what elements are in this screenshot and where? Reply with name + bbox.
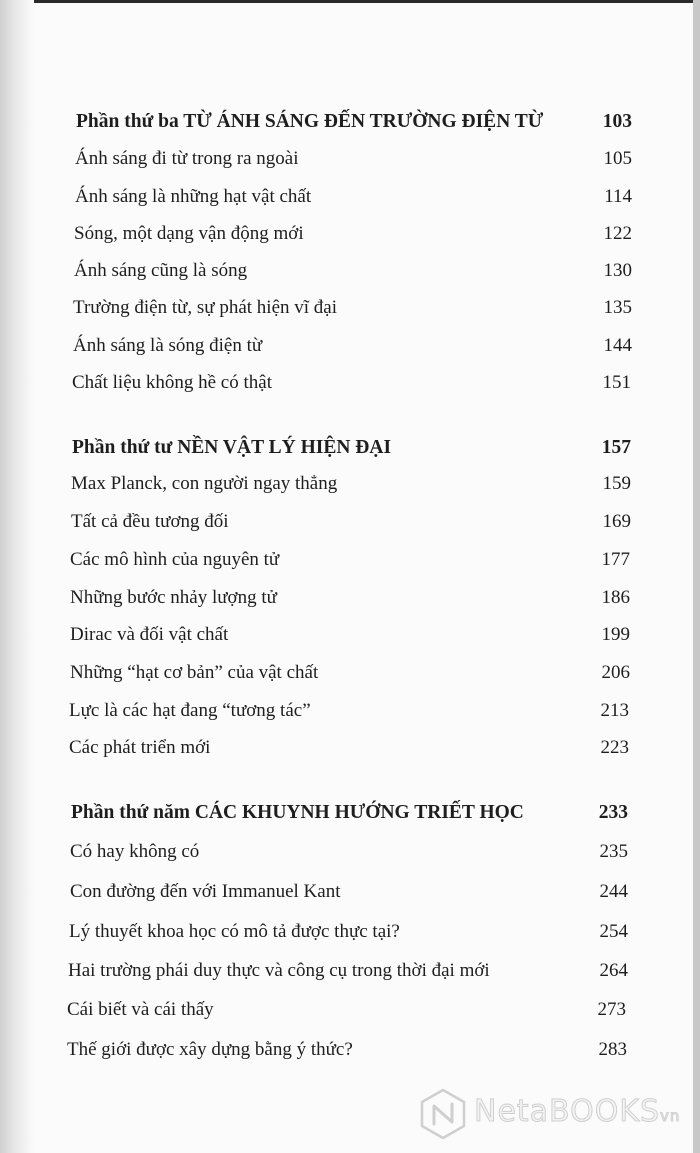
entry-title: Có hay không có: [70, 841, 200, 862]
netabooks-watermark: [418, 1088, 690, 1140]
entry-title: Ánh sáng đi từ trong ra ngoài: [75, 148, 299, 169]
entry-page: 186: [601, 587, 630, 608]
entry-title: Ánh sáng là những hạt vật chất: [75, 186, 312, 207]
toc-entry: [0, 256, 700, 286]
entry-title: Các phát triển mới: [69, 737, 211, 758]
entry-page: 151: [602, 372, 631, 393]
toc-entry: [0, 144, 700, 174]
entry-page: 199: [601, 624, 630, 645]
entry-title: Tất cả đều tương đối: [71, 511, 229, 532]
entry-title: Cái biết và cái thấy: [67, 999, 214, 1020]
section-title: Phần thứ ba TỪ ÁNH SÁNG ĐẾN TRƯỜNG ĐIỆN TỪ: [76, 111, 544, 132]
entry-page: 283: [598, 1039, 627, 1060]
entry-title: Những “hạt cơ bản” của vật chất: [70, 662, 319, 683]
section-heading: [0, 107, 700, 137]
toc-entry: [0, 583, 700, 613]
toc-entry: [0, 837, 700, 867]
toc-entry: [0, 995, 700, 1025]
toc-entry: [0, 917, 700, 947]
toc-entry: [0, 331, 700, 361]
netabooks-hexagon-logo-icon: [418, 1088, 468, 1140]
toc-entry: [0, 956, 700, 986]
entry-title: Thế giới được xây dựng bằng ý thức?: [67, 1039, 353, 1060]
toc-entry: [0, 368, 700, 398]
entry-page: 122: [603, 223, 632, 244]
toc-entry: [0, 696, 700, 726]
page-top-edge: [0, 0, 700, 3]
entry-page: 169: [602, 511, 631, 532]
entry-title: Sóng, một dạng vận động mới: [74, 223, 304, 244]
entry-title: Ánh sáng là sóng điện từ: [73, 335, 263, 356]
toc-entry: [0, 219, 700, 249]
section-heading: [0, 798, 700, 828]
watermark-text: [474, 1094, 680, 1129]
entry-page: 213: [600, 700, 629, 721]
section-heading: [0, 433, 700, 463]
entry-title: Max Planck, con người ngay thẳng: [71, 473, 338, 494]
toc-entry: [0, 182, 700, 212]
entry-title: Con đường đến với Immanuel Kant: [70, 881, 341, 902]
toc-entry: [0, 469, 700, 499]
watermark-brand: NetaBOOKS: [474, 1094, 661, 1129]
toc-entry: [0, 658, 700, 688]
entry-page: 206: [601, 662, 630, 683]
entry-page: 159: [602, 473, 631, 494]
toc-entry: [0, 877, 700, 907]
entry-title: Các mô hình của nguyên tử: [70, 549, 280, 570]
entry-page: 144: [603, 335, 632, 356]
entry-page: 264: [599, 960, 628, 981]
toc-entry: [0, 620, 700, 650]
entry-title: Ánh sáng cũng là sóng: [74, 260, 248, 281]
entry-title: Trường điện từ, sự phát hiện vĩ đại: [73, 297, 338, 318]
entry-page: 135: [603, 297, 632, 318]
section-title: Phần thứ năm CÁC KHUYNH HƯỚNG TRIẾT HỌC: [71, 802, 524, 823]
toc-entry: [0, 1035, 700, 1065]
toc-entry: [0, 293, 700, 323]
entry-page: 177: [601, 549, 630, 570]
entry-page: 254: [599, 921, 628, 942]
toc-entry: [0, 545, 700, 575]
entry-page: 105: [603, 148, 632, 169]
entry-title: Dirac và đối vật chất: [70, 624, 229, 645]
entry-title: Chất liệu không hề có thật: [72, 372, 272, 393]
entry-page: 244: [599, 881, 628, 902]
entry-title: Lực là các hạt đang “tương tác”: [69, 700, 311, 721]
watermark-suffix: vn: [660, 1107, 681, 1125]
entry-page: 235: [599, 841, 628, 862]
entry-title: Hai trường phái duy thực và công cụ trong thời đại mới: [68, 960, 490, 981]
section-page: 103: [602, 111, 632, 132]
toc-entry: [0, 507, 700, 537]
entry-title: Lý thuyết khoa học có mô tả được thực tại?: [69, 921, 400, 942]
section-page: 233: [598, 802, 628, 823]
toc-entry: [0, 733, 700, 763]
entry-title: Những bước nhảy lượng tử: [70, 587, 277, 608]
entry-page: 223: [600, 737, 629, 758]
entry-page: 273: [597, 999, 626, 1020]
section-page: 157: [601, 437, 631, 458]
entry-page: 114: [604, 186, 632, 207]
section-title: Phần thứ tư NỀN VẬT LÝ HIỆN ĐẠI: [72, 437, 392, 458]
entry-page: 130: [603, 260, 632, 281]
